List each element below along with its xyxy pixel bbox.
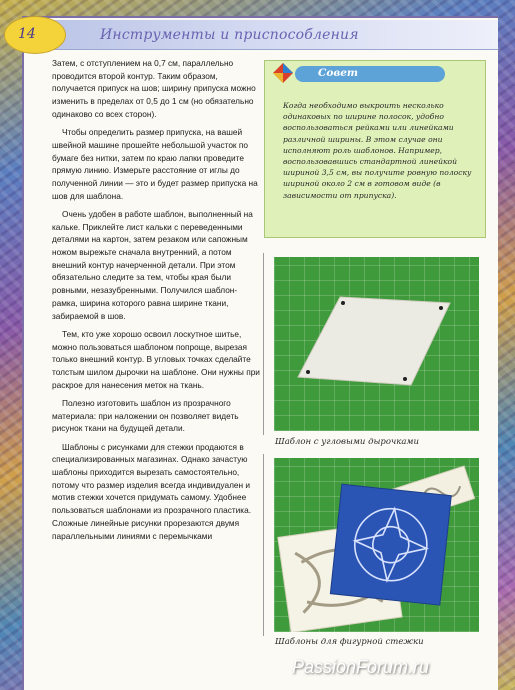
paragraph: Тем, кто уже хорошо освоил лоскутное шитье, можно пользоваться шаблоном попроще, вырезая только внешний контур. В угловых точках сделайте толстым шилом дырочки на шаблоне. Они нужны при раскрое для нанесения меток на ткань.	[52, 328, 260, 390]
tip-title: Совет	[318, 67, 359, 79]
paragraph: Шаблоны с рисунками для стежки продаются в специализированных магазинах. Однако зачастую шаблоны приходится вырезать самостоятельно, потому что размер изделия всегда индивидуален и мотив стежки хочется придумать самому. Удобнее пользоваться шаблонами из прозрачного пластика. Сложные линейные рисунки прорезаются двумя параллельными линиями с перемычками	[52, 441, 252, 541]
paragraph: Чтобы определить размер припуска, на вашей швейной машине прошейте небольшой участок по бумаге без нитки, затем по краю лапки проведите прямую линию. Измерьте расстояние от иглы до полученной линии — это и будет размер припуска на шов для шаблона.	[52, 127, 258, 201]
figure-caption: Шаблон с угловыми дырочками	[275, 437, 419, 447]
tip-diamond-icon	[272, 62, 294, 84]
paragraph: Затем, с отступлением на 0,7 см, параллельно проводится второй контур. Таким образом, получается припуск на шов; ширину припуска можно изменить в пределах от 0,5 до 1 см (но обязательно одинаково со всех сторон).	[52, 58, 256, 119]
main-text-column	[52, 57, 262, 548]
photo-quilting-templates	[274, 458, 479, 632]
figure-caption: Шаблоны для фигурной стежки	[275, 637, 424, 647]
section-title: Инструменты и приспособления	[100, 27, 359, 43]
page-number: 14	[18, 26, 36, 42]
paragraph: Полезно изготовить шаблон из прозрачного материала: при наложении он позволяет видеть рисунок ткани на будущей детали.	[52, 397, 239, 434]
watermark: PassionForum.ru	[292, 657, 430, 677]
tip-body: Когда необходимо выкроить несколько одинаковых по ширине полосок, удобно воспользоваться рейками или линейками различной ширины. В этом случае они исполняют роль шаблонов. Например, воспользовавшись стандартной линейкой шириной 3,5 см, вы получите ровную полоску шириной около 2 см в готовом виде (в зависимости от припуска).	[283, 101, 472, 200]
paragraph: Очень удобен в работе шаблон, выполненный на кальке. Приклейте лист кальки с переведенными деталями на картон, затем резаком или сапожным ножом вырежьте сначала внутренний, а потом внешний контур начерченной детали. При этом обязательно следите за тем, чтобы края были ровными, незазубренными. Получился шаблон-рамка, ширина которого равна ширине ткани, забираемой в шов.	[52, 208, 253, 321]
photo-divider	[263, 253, 264, 435]
photo-divider	[263, 454, 264, 636]
photo-template-with-holes	[274, 257, 479, 431]
